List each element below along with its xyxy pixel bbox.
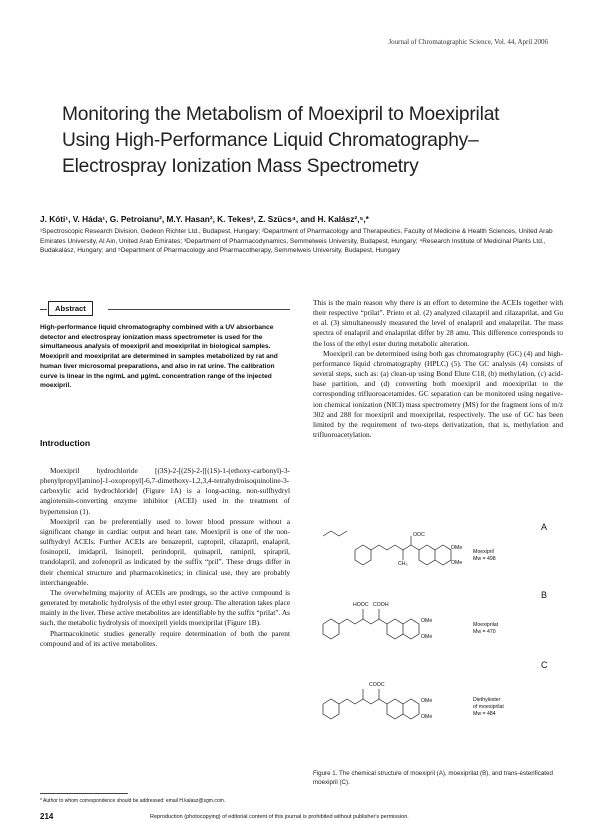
section-heading-introduction: Introduction [40, 438, 91, 448]
atom-label: OMe [421, 698, 433, 704]
atom-label: OMe [421, 618, 433, 624]
title-line: Using High-Performance Liquid Chromatography– [62, 130, 479, 151]
atom-label: COOC [369, 682, 385, 688]
paragraph: The overwhelming majority of ACEIs are prodrugs, so the active compound is generated by metabolic hydrolysis of the ethyl ester group. The alteration takes place mainly in the liver. These active metabolites are identifiable by the suffix “prilat”. As such, the metabolic hydrolysis of moexipril yields moexiprilat (Figure 1B). [40, 587, 290, 628]
paragraph: Moexipril can be preferentially used to lower blood pressure without a significant change in cardiac output and heart rate. Moexipril is one of the non-sulfhydryl ACEIs. Further ACEIs are benazepril, captopril, cilazapril, enalapril, fosinopril, imidapril, lisinopril, perindopril, quinapril, ramipril, spirapril, trandolapril, and zofenopril as indicated by the suffix “pril”. These drugs differ in their chemical structure and pharmacokinetics; in clinical use, they are probably interchangeable. [40, 516, 290, 587]
paragraph: Moexipril hydrochloride [(3S)-2-[(2S)-2-[[(1S)-1-(ethoxy-carbonyl)-3-phenylpropyl]amino]-1-oxopropyl]-6,7-dimethoxy-1,2,3,4-tetrahydroisoquinoline-3-carboxylic acid hydrochloride] (Figure 1A) is a long-acting, non-sulfhydryl angiotensin-converting enzyme inhibitor (ACEI) used in the treatment of hypertension (1). [40, 466, 290, 516]
title-line: Monitoring the Metabolism of Moexipril to Moexiprilat [62, 104, 500, 125]
abstract-rule-right [108, 309, 290, 310]
atom-label: OMe [421, 634, 433, 640]
column-1-body [40, 466, 290, 649]
compound-mass-a: Mw = 498 [473, 556, 496, 562]
footnote: * Author to whom correspondence should be addressed: email H.kalasz@sgm.com. [40, 798, 226, 804]
paragraph: Moexipril can be determined using both gas chromatography (GC) (4) and high-performance liquid chromatography (HPLC) (5). The GC analysis (4) consists of several steps, such as: (a) clean-up using Bond Elute C18, (b) methylation, (c) acid-base partition, and (d) converting both moexipril and moexiprilat to the corresponding trifluoroacetamides. GC separation can be monitored using negative-ion chemical ionization (NICI) mass spectrometry (MS) for the fragment ions of m/z 302 and 288 for moexipril and moexiprilat, respectively. The use of GC has been limited by the requirement of two-steps derivatization, that is, methylation and trifluoroacetylation. [313, 348, 563, 440]
compound-name-a: Moexipril [473, 549, 494, 555]
footnote-rule [40, 793, 128, 794]
abstract-rule-left [40, 309, 47, 310]
compound-mass-b: Mw = 470 [473, 629, 496, 635]
paragraph: This is the main reason why there is an effort to determine the ACEIs together with their respective “prilat”. Prieto et al. (2) analyzed cilazapril and cilazaprilat, and Gu et al. (3) simultaneously measured the level of enalapril and enalaprilat. The mass spectra of enalapril and enalaprilat differ by 28 amu. This difference corresponds to the loss of the ethyl ester during metabolic alteration. [313, 298, 563, 348]
author-list: J. Kóti¹, V. Háda¹, G. Petroianu², M.Y. Hasan², K. Tekes³, Z. Szücs⁴, and H. Kalász²,⁵,* [40, 214, 369, 224]
atom-label: OMe [451, 560, 463, 566]
atom-label: HOOC [353, 602, 369, 608]
compound-name-b: Moexiprilat [473, 622, 499, 628]
atom-label: OMe [451, 545, 463, 551]
compound-name-c-line-2: of moexiprilat [473, 704, 504, 710]
compound-mass-c: Mw = 484 [473, 711, 496, 717]
atom-label: OOC [413, 532, 425, 538]
figure-1 [313, 514, 563, 764]
page-number: 214 [40, 812, 54, 821]
journal-header: Journal of Chromatographic Science, Vol. 44, April 2006 [388, 38, 548, 46]
panel-label-c: C [541, 660, 548, 670]
compound-name-c-line-1: Diethylester [473, 697, 501, 703]
structure-c [323, 689, 419, 719]
abstract-text: High-performance liquid chromatography combined with a UV absorbance detector and electrospray ionization mass spectrometer is used for the simultaneous analysis of moexipril and moexiprilat in biological samples. Moexipril and moexiprilat are determined in samples metabolized by rat and human liver microsomal preparations, and also in rat urine. The calibration curve is linear in the ng/mL and µg/mL concentration range of the injected moexipril. [40, 324, 278, 390]
abstract-heading: Abstract [48, 301, 93, 316]
panel-label-a: A [541, 522, 548, 532]
article-title [62, 102, 562, 180]
affiliations: ¹Spectroscopic Research Division, Gedeon Richter Ltd., Budapest, Hungary; ²Department of Pharmacology and Therapeutics, Faculty of Medicine & Health Sciences, United Arab Emirates University, Al Ain, United Arab Emirates; ³Department of Pharmacodynamics, Semmelweis University, Budapest, Hungary; ⁴Research Institute of Medicinal Plants Ltd., Budakalász, Hungary; and ⁵Department of Pharmacology and Pharmacotherapy, Semmelweis University, Budapest, Hungary [40, 228, 553, 255]
atom-label: CH₃ [398, 561, 408, 567]
chemical-structures-drawing [313, 514, 563, 764]
atom-label: COOH [373, 602, 389, 608]
column-2-body [313, 298, 563, 440]
paragraph: Pharmacokinetic studies generally require determination of both the parent compound and of its active metabolites. [40, 628, 290, 648]
structure-a [323, 531, 451, 565]
reproduction-notice: Reproduction (photocopying) of editorial content of this journal is prohibited without publisher's permission. [150, 814, 409, 820]
structure-b [323, 609, 419, 639]
figure-caption: Figure 1. The chemical structure of moexipril (A), moexiprilat (B), and trans-esterificated moexipril (C). [313, 770, 553, 786]
atom-label: OMe [421, 714, 433, 720]
title-line: Electrospray Ionization Mass Spectrometry [62, 156, 419, 177]
panel-label-b: B [541, 590, 548, 600]
